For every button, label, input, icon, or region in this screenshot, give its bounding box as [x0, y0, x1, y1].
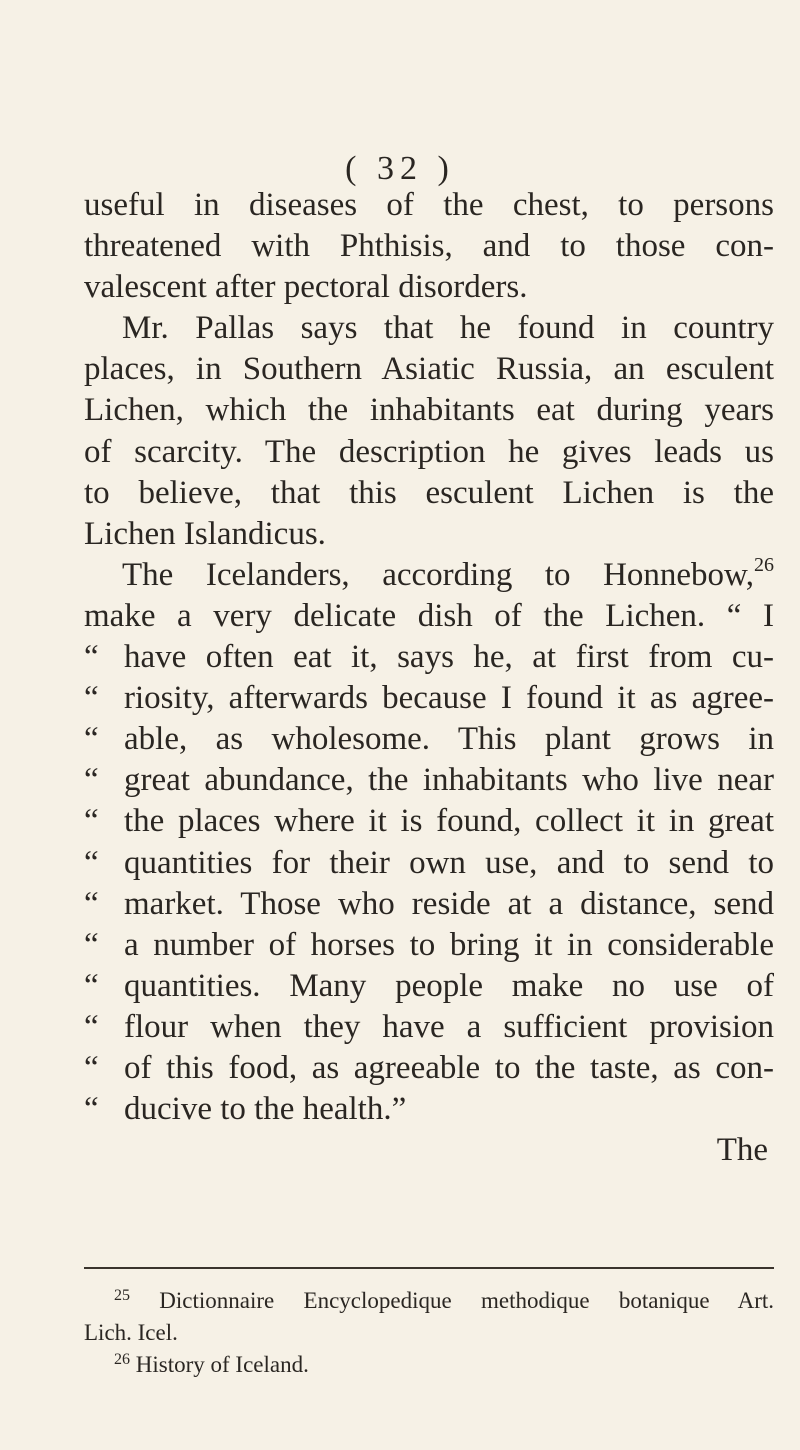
quote-text: ducive to the health.”	[124, 1091, 407, 1128]
quote-mark: “	[84, 721, 99, 758]
footnote-25-continued: Lich. Icel.	[84, 1320, 178, 1345]
quote-line	[84, 884, 774, 925]
text-line: to believe, that this esculent Lichen is the	[84, 474, 774, 511]
quote-mark: “	[84, 926, 99, 963]
quote-mark: “	[84, 803, 99, 840]
quote-line	[84, 1048, 774, 1089]
quote-line	[84, 678, 774, 719]
text-line: of scarcity. The description he gives leads us	[84, 433, 774, 470]
body-text	[84, 185, 774, 1171]
quote-text: quantities for their own use, and to send to	[124, 844, 774, 881]
quote-mark: “	[84, 1008, 99, 1045]
quote-line	[84, 1089, 774, 1130]
quote-text: market. Those who reside at a distance, send	[124, 885, 774, 922]
quote-text: great abundance, the inhabitants who live near	[124, 762, 774, 799]
quote-mark: “	[84, 844, 99, 881]
text-line: valescent after pectoral disorders.	[84, 269, 528, 306]
footnote-25	[84, 1285, 774, 1317]
text-line: places, in Southern Asiatic Russia, an esculent	[84, 351, 774, 388]
quote-mark: “	[84, 680, 99, 717]
text-line: Mr. Pallas says that he found in country	[122, 310, 774, 347]
quote-line	[84, 637, 774, 678]
catchword: The	[716, 1132, 768, 1169]
quote-line	[84, 760, 774, 801]
footnote-26	[84, 1349, 774, 1381]
quote-mark: “	[84, 639, 99, 676]
quote-mark: “	[84, 1091, 99, 1128]
text-line-content: The Icelanders, according to Honnebow,	[122, 556, 754, 593]
quote-text: riosity, afterwards because I found it as agree-	[124, 680, 774, 717]
page-number: ( 32 )	[345, 150, 455, 187]
text-line: Lichen, which the inhabitants eat during years	[84, 392, 774, 429]
footnote-ref-26: 26	[754, 553, 774, 576]
quote-text: of this food, as agreeable to the taste, as con-	[124, 1049, 774, 1086]
quote-mark: “	[84, 885, 99, 922]
quote-mark: “	[84, 967, 99, 1004]
quote-mark: “	[84, 762, 99, 799]
text-line: Lichen Islandicus.	[84, 515, 326, 552]
quote-text: quantities. Many people make no use of	[124, 967, 774, 1004]
quote-text: able, as wholesome. This plant grows in	[124, 721, 774, 758]
quote-line	[84, 925, 774, 966]
text-line-with-footnote-ref	[84, 555, 774, 596]
footnote-text: History of Iceland.	[135, 1352, 309, 1377]
text-line: threatened with Phthisis, and to those con-	[84, 228, 774, 265]
quote-text: have often eat it, says he, at first from cu-	[124, 639, 774, 676]
text-line: make a very delicate dish of the Lichen. “ I	[84, 597, 774, 634]
quote-line	[84, 843, 774, 884]
footnote-marker: 25	[114, 1287, 130, 1304]
quote-line	[84, 966, 774, 1007]
footnotes	[84, 1285, 774, 1381]
quote-text: flour when they have a sufficient provision	[124, 1008, 774, 1045]
text-line: useful in diseases of the chest, to persons	[84, 187, 774, 223]
quote-line	[84, 1007, 774, 1048]
footnote-text: Dictionnaire Encyclopedique methodique botanique Art.	[159, 1288, 775, 1313]
quote-text: a number of horses to bring it in considerable	[124, 926, 774, 963]
quote-line	[84, 719, 774, 760]
quote-line	[84, 801, 774, 842]
footnote-rule	[84, 1267, 774, 1269]
quote-text: the places where it is found, collect it in great	[124, 803, 774, 840]
footnote-marker: 26	[114, 1351, 130, 1368]
quote-mark: “	[84, 1049, 99, 1086]
